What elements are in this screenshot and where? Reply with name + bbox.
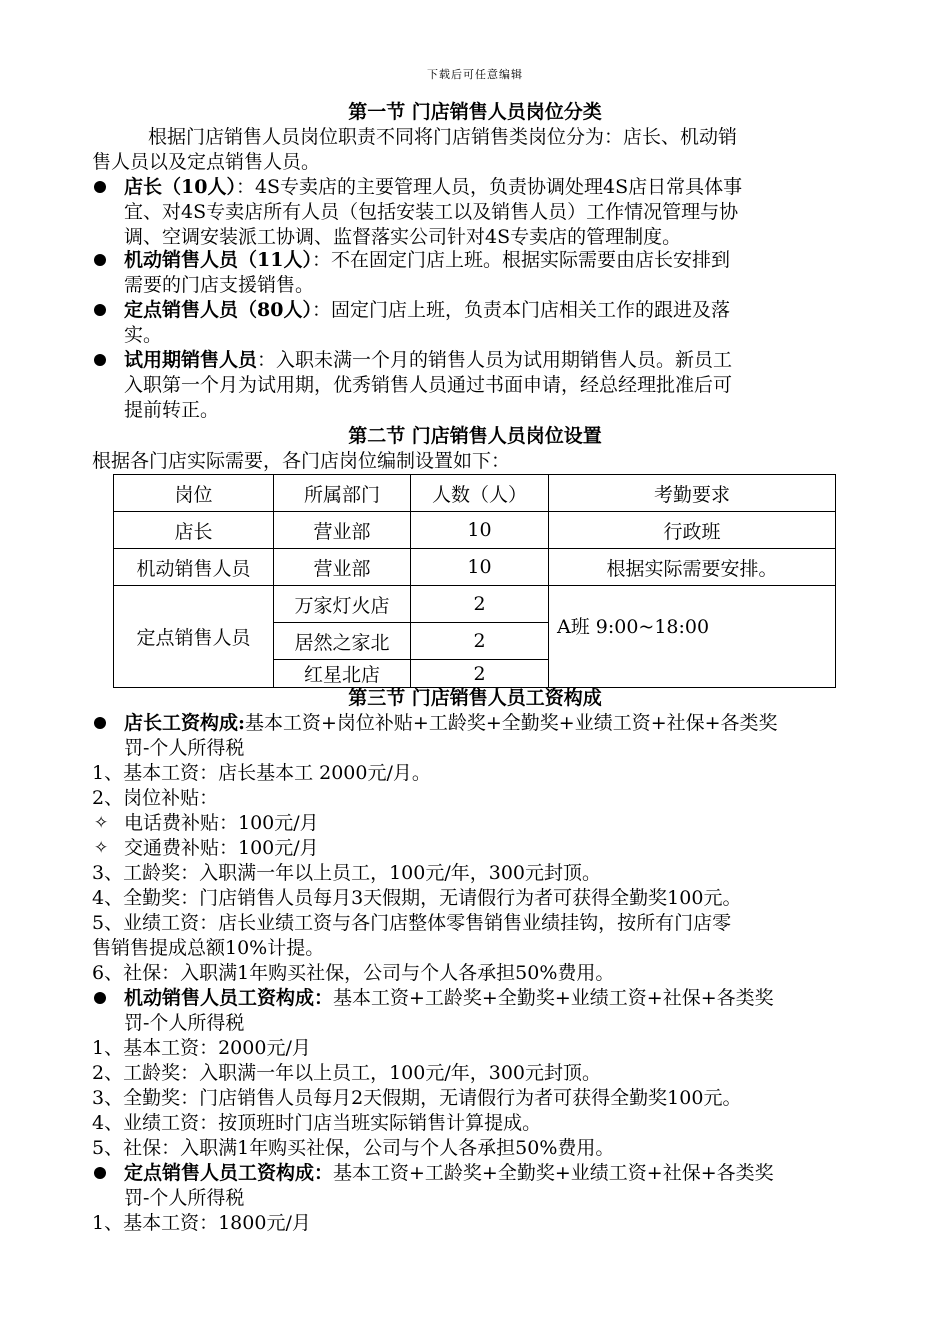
bullet-icon <box>94 304 106 316</box>
mobile-pay-item: 4、业绩工资：按顶班时门店当班实际销售计算提成。 <box>92 1112 542 1134</box>
fixed-pay-line1 <box>124 1161 774 1185</box>
table-cell: 10 <box>411 549 549 586</box>
item-fixed-line1 <box>124 298 730 322</box>
fixed-pay-line2: 罚-个人所得税 <box>124 1187 245 1209</box>
item-fixed-label: 定点销售人员（80人） <box>124 299 312 321</box>
table-cell: 营业部 <box>274 549 411 586</box>
mobile-pay-item: 1、基本工资：2000元/月 <box>92 1037 311 1059</box>
manager-pay-item: 4、全勤奖：门店销售人员每月3天假期，无请假行为者可获得全勤奖100元。 <box>92 887 742 909</box>
table-cell: 万家灯火店 <box>274 586 411 623</box>
table-header-row <box>114 475 836 512</box>
fixed-pay-formula: 基本工资+工龄奖+全勤奖+业绩工资+社保+各类奖 <box>333 1162 774 1184</box>
section1-intro-line1: 根据门店销售人员岗位职责不同将门店销售类岗位分为：店长、机动销 <box>148 126 738 148</box>
item-probation-text: ：入职未满一个月的销售人员为试用期销售人员。新员工 <box>257 349 733 371</box>
manager-pay-subitem: 电话费补贴：100元/月 <box>124 812 319 834</box>
mobile-pay-line1 <box>124 986 774 1010</box>
item-probation-label: 试用期销售人员 <box>124 349 258 371</box>
item-mobile-label: 机动销售人员（11人） <box>124 249 312 271</box>
section2-intro: 根据各门店实际需要，各门店岗位编制设置如下： <box>92 450 511 472</box>
section1-intro-line2: 售人员以及定点销售人员。 <box>92 151 321 173</box>
table-row <box>114 586 836 623</box>
table-cell: 2 <box>411 586 549 623</box>
item-manager-line2: 宜、对4S专卖店所有人员（包括安装工以及销售人员）工作情况管理与协 <box>124 201 739 223</box>
mobile-pay-formula: 基本工资+工龄奖+全勤奖+业绩工资+社保+各类奖 <box>333 987 774 1009</box>
table-cell: 2 <box>411 623 549 660</box>
item-manager-line3: 调、空调安装派工协调、监督落实公司针对4S专卖店的管理制度。 <box>124 226 682 248</box>
bullet-icon <box>94 1167 106 1179</box>
manager-pay-item: 售销售提成总额10%计提。 <box>92 937 325 959</box>
section3-title: 第三节 门店销售人员工资构成 <box>348 687 602 709</box>
table-row <box>114 512 836 549</box>
manager-pay-line2: 罚-个人所得税 <box>124 737 245 759</box>
manager-pay-item: 1、基本工资：店长基本工 2000元/月。 <box>92 762 431 784</box>
manager-pay-line1 <box>124 711 778 735</box>
table-cell: 行政班 <box>549 512 836 549</box>
table-cell-fixed-label: 定点销售人员 <box>114 586 274 688</box>
table-cell: 红星北店 <box>274 660 411 688</box>
manager-pay-item: 6、社保：入职满1年购买社保，公司与个人各承担50%费用。 <box>92 962 615 984</box>
mobile-pay-label: 机动销售人员工资构成： <box>124 987 334 1009</box>
table-header-cell: 人数（人） <box>411 475 549 512</box>
table-header-cell: 考勤要求 <box>549 475 836 512</box>
diamond-bullet-icon: ✧ <box>94 813 109 833</box>
item-mobile-line2: 需要的门店支援销售。 <box>124 274 315 296</box>
item-probation-line3: 提前转正。 <box>124 399 220 421</box>
manager-pay-item: 3、工龄奖：入职满一年以上员工，100元/年，300元封顶。 <box>92 862 602 884</box>
bullet-icon <box>94 717 106 729</box>
item-probation-line1 <box>124 348 732 372</box>
mobile-pay-item: 3、全勤奖：门店销售人员每月2天假期，无请假行为者可获得全勤奖100元。 <box>92 1087 742 1109</box>
mobile-pay-item: 2、工龄奖：入职满一年以上员工，100元/年，300元封顶。 <box>92 1062 602 1084</box>
section2-title: 第二节 门店销售人员岗位设置 <box>348 425 602 447</box>
table-row <box>114 549 836 586</box>
bullet-icon <box>94 254 106 266</box>
item-mobile-line1 <box>124 248 730 272</box>
item-manager-label: 店长（10人） <box>124 176 236 198</box>
item-manager-line1 <box>124 175 742 199</box>
table-cell: 店长 <box>114 512 274 549</box>
item-fixed-text: ：固定门店上班，负责本门店相关工作的跟进及落 <box>311 299 730 321</box>
mobile-pay-line2: 罚-个人所得税 <box>124 1012 245 1034</box>
position-table <box>113 474 836 688</box>
table-header-cell: 所属部门 <box>274 475 411 512</box>
fixed-pay-label: 定点销售人员工资构成： <box>124 1162 334 1184</box>
diamond-bullet-icon: ✧ <box>94 838 109 858</box>
manager-pay-label: 店长工资构成: <box>124 712 246 734</box>
manager-pay-formula: 基本工资+岗位补贴+工龄奖+全勤奖+业绩工资+社保+各类奖 <box>245 712 778 734</box>
bullet-icon <box>94 992 106 1004</box>
manager-pay-item: 2、岗位补贴： <box>92 787 219 809</box>
item-probation-line2: 入职第一个月为试用期，优秀销售人员通过书面申请，经总经理批准后可 <box>124 374 733 396</box>
mobile-pay-item: 5、社保：入职满1年购买社保，公司与个人各承担50%费用。 <box>92 1137 615 1159</box>
bullet-icon <box>94 354 106 366</box>
header-note: 下载后可任意编辑 <box>427 68 523 81</box>
table-cell: 居然之家北 <box>274 623 411 660</box>
bullet-icon <box>94 181 106 193</box>
fixed-pay-item: 1、基本工资：1800元/月 <box>92 1212 311 1234</box>
table-cell: 机动销售人员 <box>114 549 274 586</box>
table-cell: 10 <box>411 512 549 549</box>
table-cell: 营业部 <box>274 512 411 549</box>
table-cell: 2 <box>411 660 549 688</box>
item-manager-text: ：4S专卖店的主要管理人员，负责协调处理4S店日常具体事 <box>235 176 743 198</box>
item-fixed-line2: 实。 <box>124 324 163 346</box>
table-cell-attendance: A班 9:00~18:00 <box>549 586 836 688</box>
table-header-cell: 岗位 <box>114 475 274 512</box>
manager-pay-subitem: 交通费补贴：100元/月 <box>124 837 319 859</box>
section1-title: 第一节 门店销售人员岗位分类 <box>348 101 602 123</box>
manager-pay-item: 5、业绩工资：店长业绩工资与各门店整体零售销售业绩挂钩，按所有门店零 <box>92 912 732 934</box>
table-cell: 根据实际需要安排。 <box>549 549 836 586</box>
item-mobile-text: ：不在固定门店上班。根据实际需要由店长安排到 <box>311 249 730 271</box>
